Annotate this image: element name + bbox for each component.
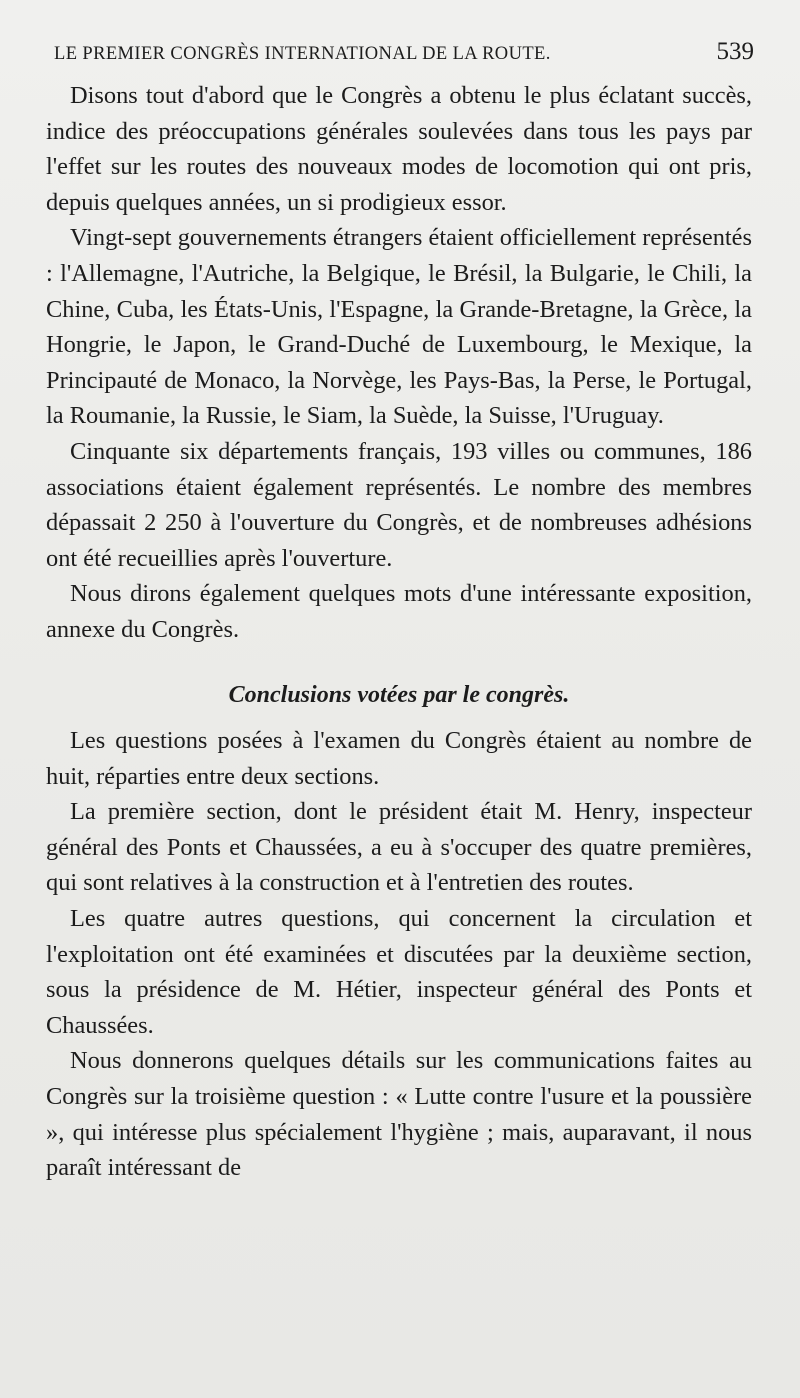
paragraph: Nous donnerons quelques détails sur les communications faites au Congrès sur la troisième question : « Lutte contre l'usure et la poussière », qui intéresse plus spécialement l'hygiène ; mais, auparavant, il nous paraît intéressant de (46, 1047, 752, 1182)
paragraph: Vingt-sept gouvernements étrangers étaient officiellement représentés : l'Allemagne, l'Autriche, la Belgique, le Brésil, la Bulgarie, le Chili, la Chine, Cuba, les États-Unis, l'Espagne, la Grande-Bretagne, la Grèce, la Hongrie, le Japon, le Grand-Duché de Luxembourg, le Mexique, la Principauté de Monaco, la Norvège, les Pays-Bas, la Perse, le Portugal, la Roumanie, la Russie, le Siam, la Suède, la Suisse, l'Uruguay. (46, 224, 752, 430)
paragraph: Nous dirons également quelques mots d'une intéressante exposition, annexe du Congrès. (46, 580, 752, 643)
paragraph: Les questions posées à l'examen du Congrès étaient au nombre de huit, réparties entre deux sections. (46, 727, 752, 790)
paragraph: La première section, dont le président était M. Henry, inspecteur général des Ponts et Chaussées, a eu à s'occuper des quatre premières, qui sont relatives à la construction et à l'entretien des routes. (46, 798, 752, 897)
running-header (54, 38, 754, 66)
running-title: LE PREMIER CONGRÈS INTERNATIONAL DE LA ROUTE. (54, 44, 551, 64)
page-number: 539 (716, 38, 754, 65)
paragraph: Disons tout d'abord que le Congrès a obtenu le plus éclatant succès, indice des préoccupations générales soulevées dans tous les pays par l'effet sur les routes des nouveaux modes de locomotion qui ont pris, depuis quelques années, un si prodigieux essor. (46, 82, 752, 216)
body-text (46, 78, 752, 1186)
section-heading: Conclusions votées par le congrès. (228, 681, 570, 708)
paragraph: Cinquante six départements français, 193 villes ou communes, 186 associations étaient également représentés. Le nombre des membres dépassait 2 250 à l'ouverture du Congrès, et de nombreuses adhésions ont été recueillies après l'ouverture. (46, 437, 752, 572)
paragraph: Les quatre autres questions, qui concernent la circulation et l'exploitation ont été examinées et discutées par la deuxième section, sous la présidence de M. Hétier, inspecteur général des Ponts et Chaussées. (46, 905, 752, 1039)
